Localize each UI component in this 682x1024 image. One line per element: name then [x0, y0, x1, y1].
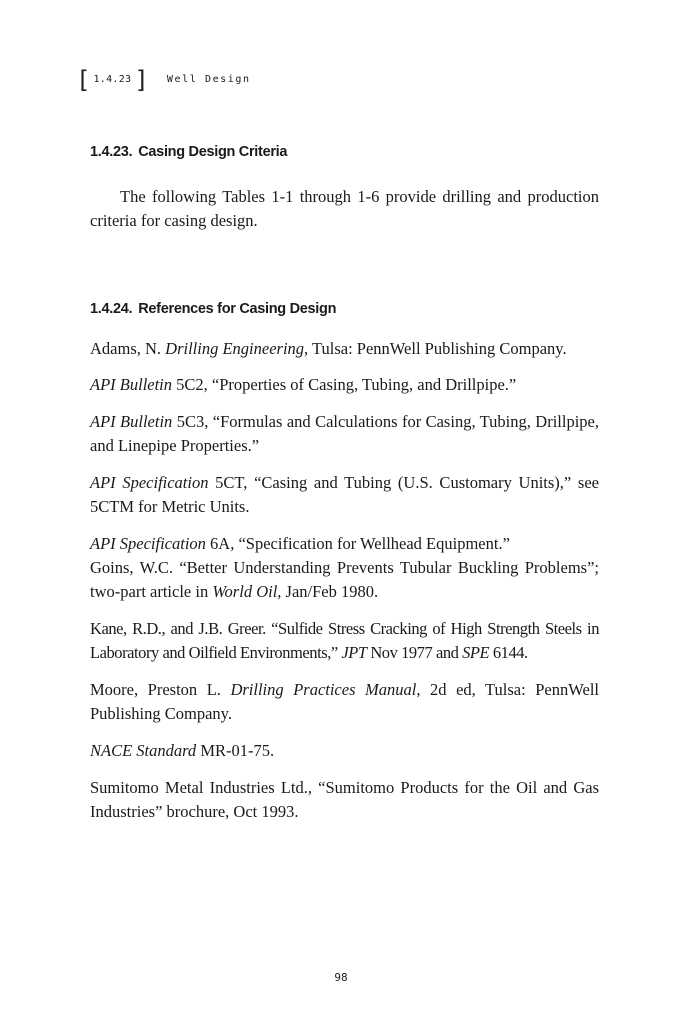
ref-title: Drilling Engineering: [165, 339, 305, 358]
reference-entry: Adams, N. Drilling Engineering, Tulsa: PennWell Publishing Company.: [90, 339, 567, 358]
header-section-number: 1.4.23: [93, 74, 132, 85]
reference-entry: Moore, Preston L. Drilling Practices Manual, 2d ed, Tulsa: PennWell Publishing Company.: [90, 680, 599, 723]
reference-entry: NACE Standard MR-01-75.: [90, 741, 275, 760]
section-heading-1424: [90, 297, 599, 321]
ref-title: Drilling Practices Manual: [230, 680, 417, 699]
running-title: Well Design: [166, 74, 251, 85]
left-bracket: [: [76, 66, 91, 94]
ref-title: World Oil: [212, 582, 278, 601]
ref-title: API Bulletin: [90, 375, 173, 394]
running-header: [76, 66, 251, 94]
right-bracket: ]: [134, 66, 149, 94]
ref-title: SPE: [462, 643, 490, 662]
reference-entry: Goins, W.C. “Better Understanding Prevents Tubular Buckling Problems”; two-part article in World Oil, Jan/Feb 1980.: [90, 558, 599, 601]
ref-title: JPT: [341, 643, 367, 662]
section-title: Casing Design Criteria: [138, 144, 288, 160]
section-heading-1423: [90, 140, 599, 164]
ref-title: NACE Standard: [90, 741, 197, 760]
reference-entry: Kane, R.D., and J.B. Greer. “Sulfide Stress Cracking of High Strength Steels in Laboratory and Oilfield Environments,” JPT Nov 1977 and SPE 6144.: [90, 619, 599, 662]
ref-title: API Specification: [90, 473, 209, 492]
reference-entry: Sumitomo Metal Industries Ltd., “Sumitomo Products for the Oil and Gas Industries” brochure, Oct 1993.: [90, 778, 599, 821]
reference-entry: API Bulletin 5C2, “Properties of Casing, Tubing, and Drillpipe.”: [90, 375, 517, 394]
ref-title: API Specification: [90, 534, 206, 553]
section-body-paragraph: The following Tables 1-1 through 1-6 provide drilling and production criteria for casing design.: [90, 187, 599, 230]
section-number: 1.4.23.: [90, 144, 133, 160]
reference-list: [90, 337, 599, 824]
section-number: 1.4.24.: [90, 301, 133, 317]
page-content: [90, 140, 599, 824]
reference-entry: API Bulletin 5C3, “Formulas and Calculations for Casing, Tubing, Drillpipe, and Linepipe Properties.”: [90, 412, 599, 455]
section-title: References for Casing Design: [138, 301, 337, 317]
reference-entry: API Specification 6A, “Specification for Wellhead Equipment.”: [90, 534, 510, 553]
reference-entry: API Specification 5CT, “Casing and Tubing (U.S. Customary Units),” see 5CTM for Metric Units.: [90, 473, 599, 516]
page-number: 98: [334, 971, 348, 984]
ref-title: API Bulletin: [90, 412, 173, 431]
